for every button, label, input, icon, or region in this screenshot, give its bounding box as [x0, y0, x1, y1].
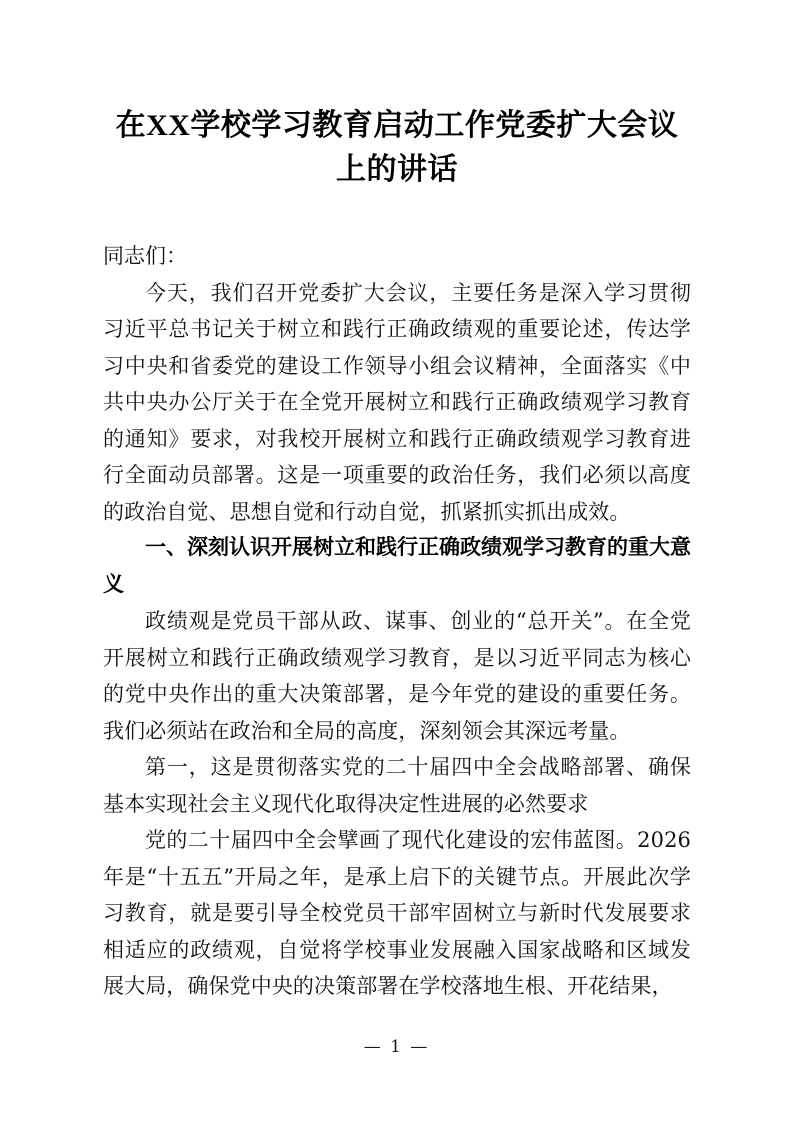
paragraph-section-1-1: 政绩观是党员干部从政、谋事、创业的“总开关”。在全党开展树立和践行正确政绩观学习教育，是以习近平同志为核心的党中央作出的重大决策部署，是今年党的建设的重要任务。我们必须站在政治和全局的高度，深刻领会其深远考量。 — [103, 609, 691, 743]
section-heading-1: 一、深刻认识开展树立和践行正确政绩观学习教育的重大意义 — [103, 536, 691, 596]
salutation: 同志们： — [103, 244, 187, 268]
paragraph-intro: 今天，我们召开党委扩大会议，主要任务是深入学习贯彻习近平总书记关于树立和践行正确政绩观的重要论述，传达学习中央和省委党的建设工作领导小组会议精神，全面落实《中共中央办公厅关于在全党开展树立和践行正确政绩观学习教育的通知》要求，对我校开展树立和践行正确政绩观学习教育进行全面动员部署。这是一项重要的政治任务，我们必须以高度的政治自觉、思想自觉和行动自觉，抓紧抓实抓出成效。 — [103, 280, 691, 524]
paragraph-section-1-point-1: 第一，这是贯彻落实党的二十届四中全会战略部署、确保基本实现社会主义现代化取得决定性进展的必然要求 — [103, 755, 691, 816]
page-content-area — [103, 0, 691, 1005]
paragraph-section-1-point-1-body: 党的二十届四中全会擘画了现代化建设的宏伟蓝图。2026年是“十五五”开局之年，是承上启下的关键节点。开展此次学习教育，就是要引导全校党员干部牢固树立与新时代发展要求相适应的政绩观，自觉将学校事业发展融入国家战略和区域发展大局，确保党中央的决策部署在学校落地生根、开花结果， — [103, 828, 691, 998]
page-title: 在XX学校学习教育启动工作党委扩大会议上的讲话 — [115, 109, 679, 186]
page-number-footer: — 1 — — [363, 1037, 430, 1057]
